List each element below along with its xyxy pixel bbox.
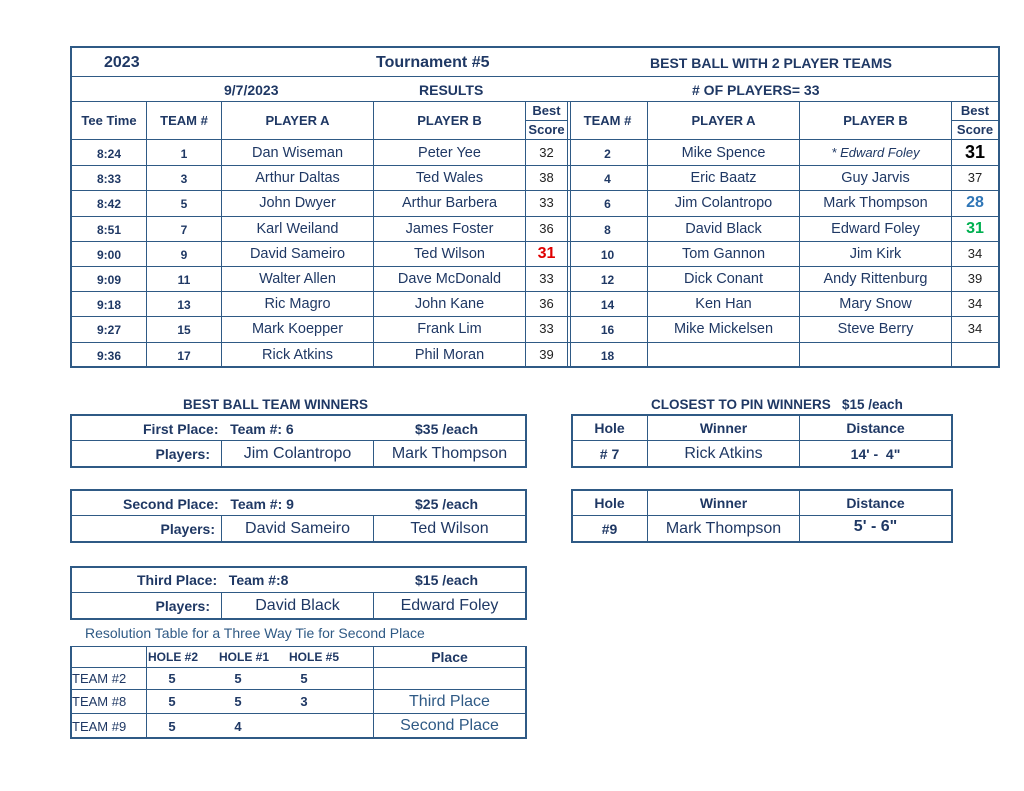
tie-header-hole2: HOLE #2 xyxy=(148,650,199,664)
tee-time: 8:42 xyxy=(96,197,122,211)
first-player-b: Mark Thompson xyxy=(391,445,508,462)
second-place-label: Second Place: Team #: 9 xyxy=(123,496,294,512)
tie-hole5: 5 xyxy=(300,671,308,686)
tie-place: Third Place xyxy=(409,692,490,710)
best-score: 34 xyxy=(967,321,983,336)
team-number: 10 xyxy=(600,248,615,262)
best-score: 33 xyxy=(539,321,554,336)
team-number: 9 xyxy=(180,248,188,262)
player-a: John Dwyer xyxy=(259,194,336,211)
player-b: Mary Snow xyxy=(839,295,912,312)
year-label: 2023 xyxy=(104,54,140,71)
closest-winner-1: Rick Atkins xyxy=(684,445,763,462)
tournament-label: Tournament #5 xyxy=(376,54,490,71)
format-label: BEST BALL WITH 2 PLAYER TEAMS xyxy=(650,55,892,71)
team-number: 6 xyxy=(604,197,611,211)
team-number: 3 xyxy=(180,172,188,186)
best-score: 28 xyxy=(966,193,984,211)
closest-distance-header-2: Distance xyxy=(846,494,905,511)
score-label: Score xyxy=(956,122,994,137)
tee-time: 8:33 xyxy=(96,172,122,186)
tie-header-place: Place xyxy=(431,649,468,665)
col-team-2: TEAM # xyxy=(583,113,632,128)
tee-time: 9:00 xyxy=(96,248,122,262)
col-best-score-1 xyxy=(526,102,567,139)
player-a: Mark Koepper xyxy=(251,320,344,337)
team-number: 11 xyxy=(177,273,191,287)
closest-winner-header-2: Winner xyxy=(699,494,748,511)
tie-place xyxy=(374,668,525,689)
tie-hole1: 5 xyxy=(234,694,242,709)
player-b: Arthur Barbera xyxy=(401,194,498,211)
best-score: 37 xyxy=(967,170,983,185)
best-score: 34 xyxy=(967,296,983,311)
player-b: John Kane xyxy=(414,295,485,312)
player-a: Karl Weiland xyxy=(256,220,339,237)
third-players-label: Players: xyxy=(155,598,210,614)
best-score xyxy=(952,342,998,367)
player-b: * Edward Foley xyxy=(831,145,920,160)
player-a: Ric Magro xyxy=(264,295,331,312)
team-number: 17 xyxy=(177,349,191,363)
tie-place: Second Place xyxy=(400,717,499,734)
player-b: Phil Moran xyxy=(414,346,485,363)
tie-hole5 xyxy=(292,714,316,738)
second-player-a: David Sameiro xyxy=(245,520,350,537)
player-b: James Foster xyxy=(405,220,494,237)
player-a: Eric Baatz xyxy=(690,169,757,186)
tie-team: TEAM #8 xyxy=(72,694,127,709)
player-a: David Sameiro xyxy=(249,245,346,262)
tie-table-title: Resolution Table for a Three Way Tie for Second Place xyxy=(85,625,425,641)
closest-hole-2: #9 xyxy=(601,521,618,537)
tie-header-hole1: HOLE #1 xyxy=(219,650,270,664)
col-player-b-2: PLAYER B xyxy=(843,113,908,128)
players-count-label: # OF PLAYERS= 33 xyxy=(692,82,820,98)
closest-pin-title: CLOSEST TO PIN WINNERS $15 /each xyxy=(651,397,903,412)
closest-winner-header-1: Winner xyxy=(699,419,748,436)
best-ball-title: BEST BALL TEAM WINNERS xyxy=(183,397,368,412)
score-label: Score xyxy=(528,122,565,137)
player-a: Mike Spence xyxy=(681,144,766,161)
tee-time: 9:09 xyxy=(96,273,122,287)
col-team-1: TEAM # xyxy=(160,113,208,128)
best-score: 33 xyxy=(539,195,554,210)
team-number: 7 xyxy=(180,223,188,237)
tie-team: TEAM #2 xyxy=(72,671,127,686)
player-a: Rick Atkins xyxy=(262,346,333,363)
closest-distance-header-1: Distance xyxy=(846,419,905,436)
first-place-prize: $35 /each xyxy=(415,421,479,437)
player-a xyxy=(648,342,799,367)
closest-hole-1: # 7 xyxy=(599,446,620,462)
best-score: 34 xyxy=(967,246,983,261)
player-a: Walter Allen xyxy=(259,270,336,287)
closest-distance-1: 14' - 4" xyxy=(850,446,901,462)
tee-time: 9:18 xyxy=(96,298,122,312)
third-place-label: Third Place: Team #:8 xyxy=(137,572,289,588)
tie-hole1: 5 xyxy=(234,671,242,686)
closest-hole-header-2: Hole xyxy=(594,494,625,511)
closest-hole-header-1: Hole xyxy=(594,419,625,436)
best-score: 36 xyxy=(539,296,554,311)
team-number: 18 xyxy=(600,349,615,363)
best-label: Best xyxy=(960,103,990,118)
team-number: 14 xyxy=(600,298,615,312)
team-number: 2 xyxy=(604,147,611,161)
tie-hole2: 5 xyxy=(168,718,176,734)
player-b: Frank Lim xyxy=(417,320,482,337)
player-a: Dick Conant xyxy=(684,270,763,287)
third-place-prize: $15 /each xyxy=(415,572,479,588)
first-player-a: Jim Colantropo xyxy=(243,445,352,462)
player-b: Mark Thompson xyxy=(823,194,928,211)
tie-hole5: 3 xyxy=(300,694,308,709)
player-b: Guy Jarvis xyxy=(841,169,910,186)
player-b: Ted Wales xyxy=(415,169,484,186)
best-score: 39 xyxy=(967,271,983,286)
player-a: David Black xyxy=(685,220,762,237)
best-score: 33 xyxy=(539,271,554,286)
best-score: 31 xyxy=(966,219,984,237)
team-number: 13 xyxy=(177,298,191,312)
player-b: Ted Wilson xyxy=(414,245,485,262)
second-players-label: Players: xyxy=(160,521,215,537)
team-number: 4 xyxy=(604,172,611,186)
player-b: Peter Yee xyxy=(418,144,481,161)
col-best-score-2 xyxy=(952,102,998,139)
best-score: 31 xyxy=(964,142,986,162)
player-a: Jim Colantropo xyxy=(674,194,773,211)
best-score: 38 xyxy=(539,170,554,185)
best-label: Best xyxy=(532,103,561,118)
player-b: Andy Rittenburg xyxy=(823,270,928,287)
tie-header-hole5: HOLE #5 xyxy=(289,650,340,664)
second-place-prize: $25 /each xyxy=(415,496,479,512)
tee-time: 9:36 xyxy=(96,349,122,363)
col-player-a-1: PLAYER A xyxy=(265,113,330,128)
closest-distance-2: 5' - 6" xyxy=(853,518,898,535)
player-a: Tom Gannon xyxy=(681,245,766,262)
team-number: 15 xyxy=(177,323,191,337)
tie-hole2: 5 xyxy=(168,671,176,686)
team-number: 16 xyxy=(600,323,615,337)
first-players-label: Players: xyxy=(155,446,210,462)
player-a: Mike Mickelsen xyxy=(673,320,774,337)
player-a: Ken Han xyxy=(695,295,752,312)
team-number: 8 xyxy=(604,223,611,237)
best-score: 31 xyxy=(537,244,556,262)
player-b: Jim Kirk xyxy=(849,245,902,262)
tee-time: 8:51 xyxy=(96,223,122,237)
tee-time: 9:27 xyxy=(96,323,122,337)
tie-hole1: 4 xyxy=(234,718,242,734)
best-score: 39 xyxy=(539,347,554,362)
tie-hole2: 5 xyxy=(168,694,176,709)
results-label: RESULTS xyxy=(419,82,484,98)
date-label: 9/7/2023 xyxy=(224,82,279,98)
team-number: 12 xyxy=(600,273,615,287)
player-b: Steve Berry xyxy=(837,320,914,337)
col-tee-time: Tee Time xyxy=(81,113,137,128)
col-player-b-1: PLAYER B xyxy=(417,113,482,128)
closest-winner-2: Mark Thompson xyxy=(665,520,782,537)
tee-time: 8:24 xyxy=(96,147,122,161)
best-score: 36 xyxy=(539,221,554,236)
player-b xyxy=(800,342,951,367)
player-b: Dave McDonald xyxy=(397,270,502,287)
player-a: Arthur Daltas xyxy=(255,169,340,186)
third-player-a: David Black xyxy=(255,597,340,614)
first-place-label: First Place: Team #: 6 xyxy=(143,421,294,437)
third-player-b: Edward Foley xyxy=(400,597,499,614)
best-score: 32 xyxy=(539,145,554,160)
col-player-a-2: PLAYER A xyxy=(691,113,756,128)
team-number: 5 xyxy=(180,197,188,211)
player-a: Dan Wiseman xyxy=(251,144,344,161)
second-player-b: Ted Wilson xyxy=(410,520,489,537)
player-b: Edward Foley xyxy=(831,220,920,237)
team-number: 1 xyxy=(180,147,188,161)
tie-team: TEAM #9 xyxy=(72,718,127,734)
